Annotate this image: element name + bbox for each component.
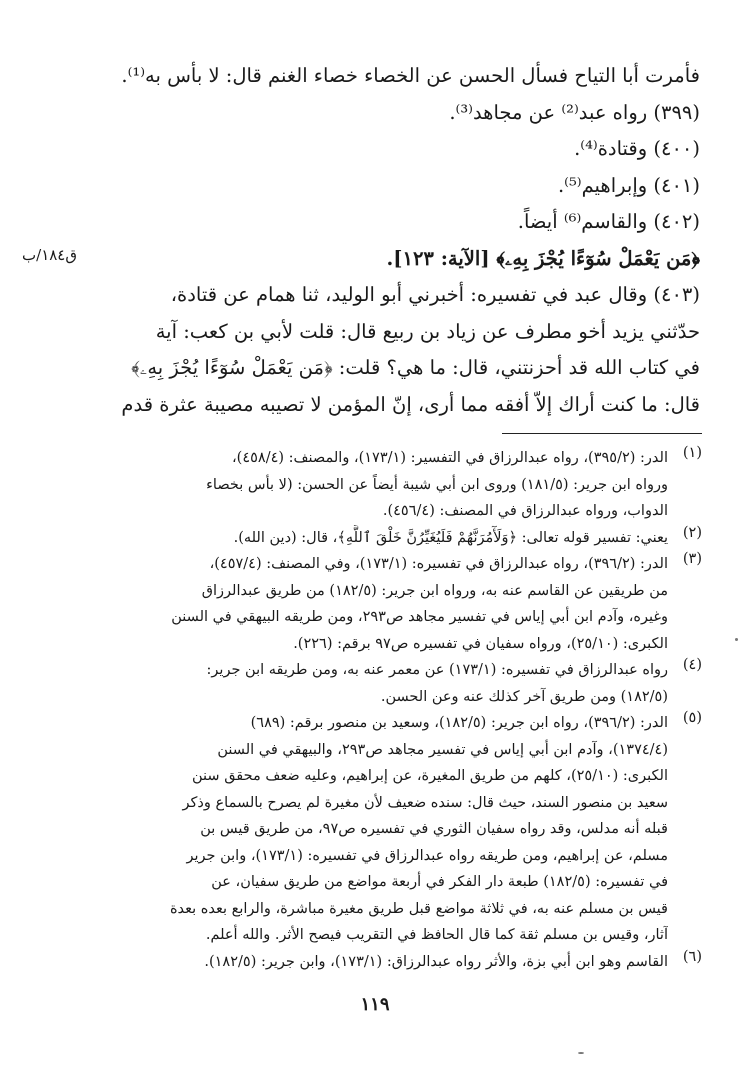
main-line: قال: ما كنت أراك إلاّ أفقه مما أرى، إنّ المؤمن لا تصيبه مصيبة عثرة قدم: [121, 392, 700, 416]
manuscript-folio-note: ق١٨٤/ب: [22, 246, 77, 264]
footnote-3: [60, 551, 702, 657]
main-line: فأمرت أبا التياح فسأل الحسن عن الخصاء خصاء الغنم قال: لا بأس به⁽¹⁾.: [121, 64, 700, 87]
main-line: (٤٠٢) والقاسم⁽⁶⁾ أيضاً.: [517, 210, 700, 233]
footnote-line: في تفسيره: (١٨٢/٥) طبعة دار الفكر في أربعة مواضع من طريق سفيان، عن: [211, 874, 668, 890]
footnote-line: الدر: (٣٩٦/٢)، رواه عبدالرزاق في تفسيره: (١٧٣/١)، وفي المصنف: (٤٥٧/٤)،: [209, 556, 668, 572]
footnote-line: الدر: (٣٩٥/٢)، رواه عبدالرزاق في التفسير: (١٧٣/١)، والمصنف: (٤٥٨/٤)،: [231, 450, 668, 466]
footnote-number: (٣): [682, 551, 702, 567]
main-text: [95, 58, 700, 423]
scan-speck: [578, 1052, 584, 1054]
footnote-line: ورواه ابن جرير: (١٨١/٥) وروى ابن أبي شيبة أيضاً عن الحسن: (لا بأس بخصاء: [206, 476, 668, 493]
footnote-line: من طريقين عن القاسم عنه به، ورواه ابن جرير: (١٨٢/٥) من طريق عبدالرزاق: [201, 582, 668, 599]
main-line: حدّثني يزيد أخو مطرف عن زياد بن ربيع قال: قلت لأبي بن كعب: آية: [155, 319, 700, 343]
footnote-line: (١٣٧٤/٤)، وآدم ابن أبي إياس في تفسير مجاهد ص٢٩٣، والبيهقي في السنن: [217, 741, 668, 758]
main-line: (٤٠١) وإبراهيم⁽⁵⁾.: [557, 173, 700, 197]
footnote-line: وغيره، وآدم ابن أبي إياس في تفسير مجاهد ص٢٩٣، ومن طريقه البيهقي في السنن: [171, 609, 668, 625]
footnote-line: الدر: (٣٩٦/٢)، رواه ابن جرير: (١٨٢/٥)، وسعيد بن منصور برقم: (٦٨٩): [250, 715, 668, 731]
footnote-line: يعني: تفسير قوله تعالى: ﴿وَلَأٓمُرَنَّهُمْ فَلَيُغَيِّرُنَّ خَلْقَ ٱللَّهِ﴾، قال: (دين الله).: [233, 529, 668, 546]
main-line: في كتاب الله قد أحزنتني، قال: ما هي؟ قلت: ﴿مَن يَعْمَلْ سُوٓءًا يُجْزَ بِهِۦ﴾: [131, 356, 700, 379]
footnote-4: [60, 657, 702, 710]
footnote-line: الكبرى: (٢٥/١٠)، ورواه سفيان في تفسيره ص٩٧ برقم: (٢٢٦).: [293, 635, 668, 652]
footnote-line: آثار، وقيس بن مسلم ثقة كما قال الحافظ في التقريب فيصح الأثر. والله أعلم.: [205, 927, 668, 943]
main-line: (٣٩٩) رواه عبد⁽²⁾ عن مجاهد⁽³⁾.: [449, 100, 700, 124]
footnote-line: قبله أنه مدلس، وقد رواه سفيان الثوري في تفسيره ص٩٧، من طريق قيس بن: [200, 821, 668, 837]
footnote-line: (١٨٢/٥) ومن طريق آخر كذلك عنه وعن الحسن.: [380, 688, 668, 705]
footnote-5: [60, 710, 702, 949]
scan-speck: [735, 638, 738, 641]
main-line: (٤٠٠) وقتادة⁽⁴⁾.: [574, 137, 700, 160]
footnote-line: الكبرى: (٢٥/١٠)، كلهم من طريق المغيرة، عن إبراهيم، وعليه ضعف محقق سنن: [192, 768, 668, 784]
footnote-line: سعيد بن منصور السند، حيث قال: سنده ضعيف لأن مغيرة لم يصرح بالسماع وذكر: [182, 794, 668, 811]
footnote-2: [60, 525, 702, 552]
footnote-line: رواه عبدالرزاق في تفسيره: (١٧٣/١) عن معمر عنه به، ومن طريقه ابن جرير:: [206, 662, 668, 678]
footnote-6: [60, 949, 702, 976]
quran-verse-line: ﴿مَن يَعْمَلْ سُوٓءًا يُجْزَ بِهِۦ﴾ [الآية: ١٢٣].: [386, 246, 700, 270]
footnote-line: الدواب، ورواه عبدالرزاق في المصنف: (٤٥٦/٤).: [382, 503, 668, 519]
footnote-1: [60, 445, 702, 525]
footnote-line: مسلم، عن إبراهيم، ومن طريقه رواه عبدالرزاق في تفسيره: (١٧٣/١)، وابن جرير: [186, 847, 668, 864]
footnote-number: (٢): [682, 524, 702, 541]
footnote-number: (٤): [682, 657, 702, 673]
main-line: (٤٠٣) وقال عبد في تفسيره: أخبرني أبو الوليد، ثنا همام عن قتادة،: [170, 283, 700, 306]
footnote-number: (٥): [682, 710, 702, 726]
footnotes: [60, 445, 702, 975]
page-number: ١١٩: [360, 994, 390, 1015]
footnote-number: (٦): [682, 948, 702, 965]
footnote-number: (١): [682, 445, 702, 461]
footnote-line: قيس بن مسلم عنه به، في ثلاثة مواضع قبل طريق مغيرة مباشرة، والرابع بعده بعدة: [169, 900, 668, 917]
footnote-separator: [502, 433, 702, 434]
footnote-line: القاسم وهو ابن أبي بزة، والأثر رواه عبدالرزاق: (١٧٣/١)، وابن جرير: (١٨٢/٥).: [204, 953, 668, 970]
